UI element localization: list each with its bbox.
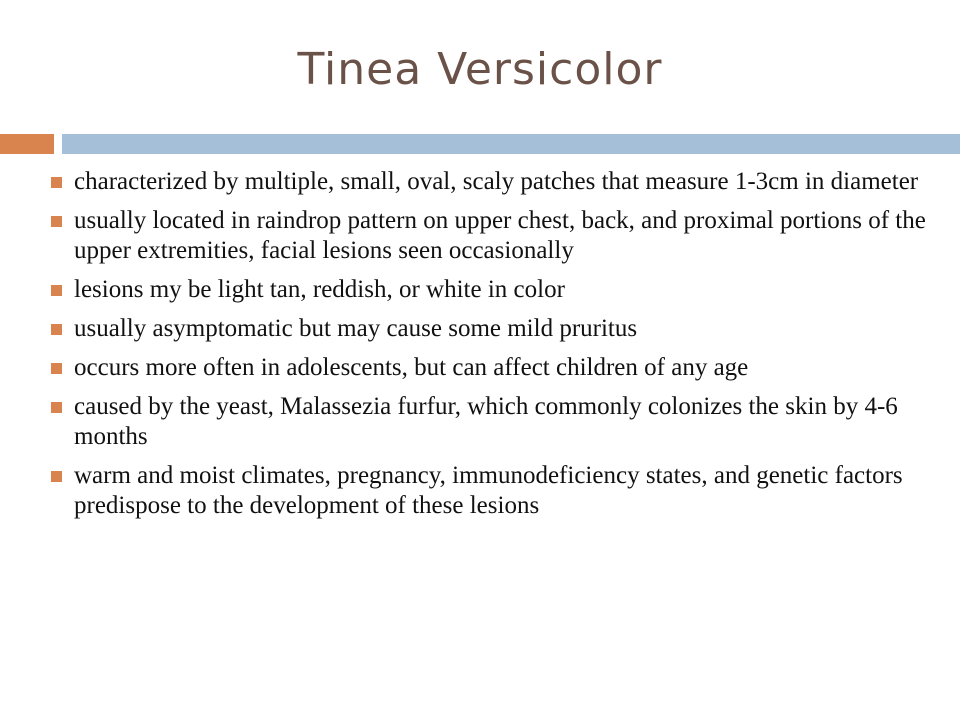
- list-item: [48, 314, 928, 344]
- title-divider-orange: [0, 134, 54, 154]
- square-bullet-icon: [51, 402, 62, 413]
- square-bullet-icon: [51, 285, 62, 296]
- bullet-text: caused by the yeast, Malassezia furfur, which commonly colonizes the skin by 4-6 months: [74, 393, 898, 450]
- square-bullet-icon: [51, 324, 62, 335]
- bullet-text: warm and moist climates, pregnancy, immunodeficiency states, and genetic factors predispose to the development of these lesions: [74, 462, 903, 519]
- bullet-text: characterized by multiple, small, oval, scaly patches that measure 1-3cm in diameter: [74, 168, 919, 195]
- list-item: [48, 353, 928, 383]
- square-bullet-icon: [51, 363, 62, 374]
- slide-title: Tinea Versicolor: [297, 44, 663, 95]
- list-item: [48, 206, 928, 266]
- square-bullet-icon: [51, 177, 62, 188]
- bullet-text: lesions my be light tan, reddish, or white in color: [74, 276, 565, 303]
- bullet-text: usually asymptomatic but may cause some mild pruritus: [74, 315, 638, 342]
- bullet-text: occurs more often in adolescents, but can affect children of any age: [74, 354, 749, 381]
- list-item: [48, 392, 928, 452]
- list-item: [48, 167, 928, 197]
- list-item: [48, 461, 928, 521]
- square-bullet-icon: [51, 471, 62, 482]
- bullet-list: [48, 167, 928, 530]
- square-bullet-icon: [51, 216, 62, 227]
- title-divider-blue: [62, 134, 960, 154]
- bullet-text: usually located in raindrop pattern on upper chest, back, and proximal portions of the upper extremities, facial lesions seen occasionally: [74, 207, 926, 264]
- list-item: [48, 275, 928, 305]
